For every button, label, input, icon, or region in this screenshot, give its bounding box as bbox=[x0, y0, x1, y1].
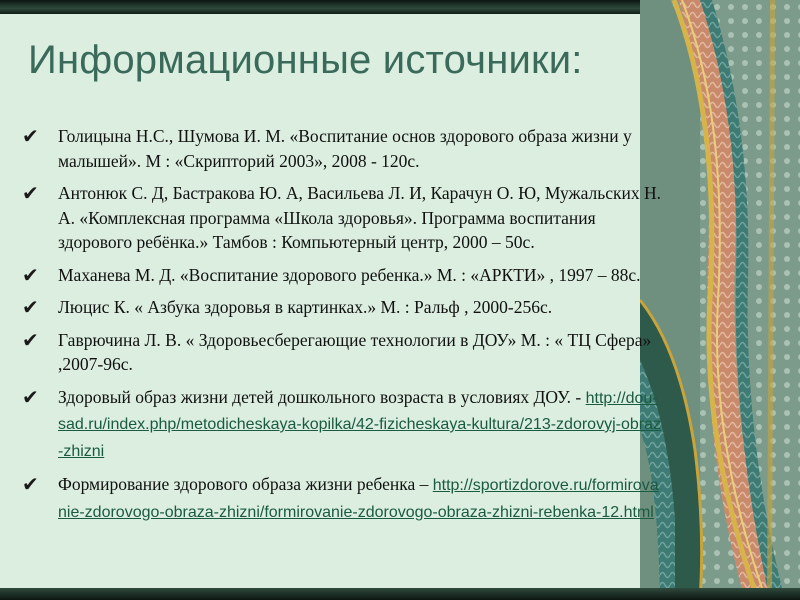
list-item bbox=[22, 263, 662, 288]
reference-text: Гаврючина Л. В. « Здоровьесберегающие технологии в ДОУ» М. : « ТЦ Сфера» ,2007-96с. bbox=[58, 329, 652, 374]
reference-list bbox=[22, 124, 662, 533]
list-item bbox=[22, 472, 662, 525]
reference-link[interactable]: http://sportizdorove.ru/formirovanie-zdorovogo-obraza-zhizni/formirovanie-zdorovogo-obraza-zhizni-rebenka-12.html bbox=[58, 477, 659, 521]
reference-text: Здоровый образ жизни детей дошкольного возраста в условиях ДОУ. - bbox=[58, 386, 582, 407]
check-mark-icon: ✔ bbox=[22, 262, 39, 287]
reference-text: Голицына Н.С., Шумова И. М. «Воспитание основ здорового образа жизни у малышей». М : «Скрипторий 2003», 2008 - 120с. bbox=[58, 126, 632, 171]
list-item bbox=[22, 385, 662, 465]
reference-link[interactable]: http://dou-sad.ru/index.php/metodicheskaya-kopilka/42-fizicheskaya-kultura/213-zdorovyj-obraz-zhizni bbox=[58, 389, 661, 460]
list-item bbox=[22, 328, 662, 377]
check-mark-icon: ✔ bbox=[22, 384, 39, 409]
check-mark-icon: ✔ bbox=[22, 181, 39, 205]
reference-text: Маханева М. Д. «Воспитание здорового ребенка.» М. : «АРКТИ» , 1997 – 88с. bbox=[58, 264, 641, 285]
check-mark-icon: ✔ bbox=[22, 124, 39, 148]
reference-text: Формирование здорового образа жизни ребенка – bbox=[58, 474, 429, 494]
check-mark-icon: ✔ bbox=[22, 295, 39, 319]
list-item bbox=[22, 124, 662, 173]
decorative-panel bbox=[640, 0, 800, 600]
page-title: Информационные источники: bbox=[28, 38, 583, 82]
list-item bbox=[22, 295, 662, 320]
check-mark-icon: ✔ bbox=[22, 472, 39, 496]
check-mark-icon: ✔ bbox=[22, 327, 39, 352]
list-item bbox=[22, 181, 662, 255]
reference-text: Антонюк С. Д, Бастракова Ю. А, Васильева Л. И, Карачун О. Ю, Мужальских Н. А. «Комплексная программа «Школа здоровья». Программа воспитания здорового ребёнка.» Тамбов : Компьютерный центр, 2000 – 50с. bbox=[58, 183, 662, 252]
reference-text: Люцис К. « Азбука здоровья в картинках.» М. : Ральф , 2000-256с. bbox=[58, 297, 553, 317]
bottom-frame-bar bbox=[0, 588, 800, 600]
